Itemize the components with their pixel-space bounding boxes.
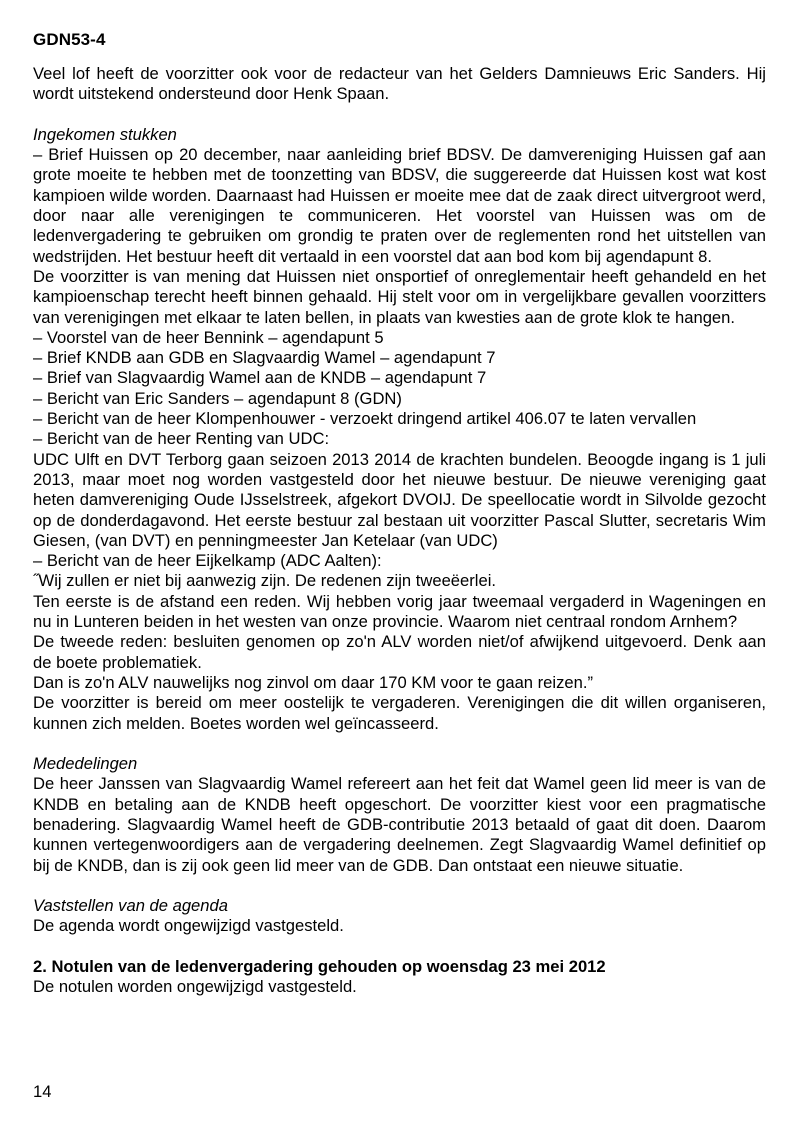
- quote-line-2: Ten eerste is de afstand een reden. Wij hebben vorig jaar tweemaal vergaderd in Wageningen en nu in Lunteren beiden in het westen van onze provincie. Waarom niet centraal rondom Arnhem?: [33, 591, 766, 632]
- vaststellen-agenda-paragraph: De agenda wordt ongewijzigd vastgesteld.: [33, 916, 344, 936]
- mededelingen-paragraph: De heer Janssen van Slagvaardig Wamel refereert aan het feit dat Wamel geen lid meer is van de KNDB en betaling aan de KNDB heeft opgeschort. De voorzitter kiest voor een pragmatische benadering. Slagvaardig Wamel heeft de GDB-contributie 2013 betaald of gaat dit doen. Daarom kunnen vertegenwoordigers aan de vergadering deelnemen. Zegt Slagvaardig Wamel definitief op bij de KNDB, dan is zij ook geen lid meer van de GDB. Dan ontstaat een nieuwe situatie.: [33, 774, 766, 875]
- list-item: – Brief van Slagvaardig Wamel aan de KNDB – agendapunt 7: [33, 368, 487, 388]
- section-heading-ingekomen-stukken: Ingekomen stukken: [33, 124, 177, 144]
- ingekomen-stukken-paragraph-1: – Brief Huissen op 20 december, naar aanleiding brief BDSV. De damvereniging Huissen gaf aan grote moeite te hebben met de toonzetting van BDSV, die suggereerde dat Huissen kost wat kost kampioen wilde worden. Daarnaast had Huissen er moeite mee dat de zaak direct uitvergroot werd, door naar alle verenigingen te communiceren. Het voorstel van Huissen was om de ledenvergadering te gebruiken om grondig te praten over de reglementen rond het uitstellen van wedstrijden. Het bestuur heeft dit vertaald in een voorstel dat aan bod kom bij agendapunt 8.: [33, 145, 766, 266]
- intro-paragraph: Veel lof heeft de voorzitter ook voor de redacteur van het Gelders Damnieuws Eric Sanders. Hij wordt uitstekend ondersteund door Henk Spaan.: [33, 64, 766, 104]
- agenda-item-heading: 2. Notulen van de ledenvergadering gehouden op woensdag 23 mei 2012: [33, 957, 606, 977]
- list-item: – Bericht van de heer Renting van UDC:: [33, 429, 330, 449]
- document-header: GDN53-4: [33, 30, 106, 49]
- quote-line-3: De tweede reden: besluiten genomen op zo'n ALV worden niet/of afwijkend uitgevoerd. Denk aan de boete problematiek.: [33, 632, 766, 672]
- section-spacer: [33, 734, 766, 754]
- list-item: – Voorstel van de heer Bennink – agendapunt 5: [33, 327, 384, 347]
- list-item: – Bericht van Eric Sanders – agendapunt 8 (GDN): [33, 388, 402, 408]
- document-body: [33, 30, 766, 998]
- list-item: – Bericht van de heer Klompenhouwer - verzoekt dringend artikel 406.07 te laten vervallen: [33, 409, 697, 429]
- section-heading-vaststellen-agenda: Vaststellen van de agenda: [33, 896, 228, 916]
- section-heading-mededelingen: Mededelingen: [33, 754, 138, 774]
- quote-line-4: Dan is zo'n ALV nauwelijks nog zinvol om daar 170 KM voor te gaan reizen.”: [33, 672, 593, 692]
- ingekomen-stukken-closing-paragraph: De voorzitter is bereid om meer oostelijk te vergaderen. Verenigingen die dit willen organiseren, kunnen zich melden. Boetes worden wel geïncasseerd.: [33, 693, 766, 733]
- quote-line-1: ˝Wij zullen er niet bij aanwezig zijn. De redenen zijn tweeëerlei.: [33, 571, 497, 591]
- agenda-item-paragraph: De notulen worden ongewijzigd vastgesteld.: [33, 977, 357, 997]
- ingekomen-stukken-paragraph-2: De voorzitter is van mening dat Huissen niet onsportief of onreglementair heeft gehandeld en het kampioenschap terecht heeft binnen gehaald. Hij stelt voor om in vergelijkbare gevallen voorzitters van verenigingen met elkaar te laten bellen, in plaats van kwesties aan de grote klok te hangen.: [33, 266, 766, 327]
- list-item: – Brief KNDB aan GDB en Slagvaardig Wamel – agendapunt 7: [33, 348, 496, 368]
- eijkelkamp-intro-line: – Bericht van de heer Eijkelkamp (ADC Aalten):: [33, 551, 382, 571]
- section-spacer: [33, 937, 766, 957]
- section-spacer: [33, 876, 766, 896]
- page-number: 14: [33, 1082, 52, 1101]
- paragraph-spacer: [33, 105, 766, 125]
- udc-paragraph: UDC Ulft en DVT Terborg gaan seizoen 2013 2014 de krachten bundelen. Beoogde ingang is 1 juli 2013, maar moet nog worden vastgesteld door het nieuwe bestuur. De nieuwe vereniging gaat heten damvereniging Oude IJsselstreek, afgekort DVOIJ. De speellocatie wordt in Silvolde gezocht op de donderdagavond. Het eerste bestuur zal bestaan uit voorzitter Pascal Slutter, secretaris Wim Giesen, (van DVT) en penningmeester Jan Ketelaar (van UDC): [33, 449, 766, 550]
